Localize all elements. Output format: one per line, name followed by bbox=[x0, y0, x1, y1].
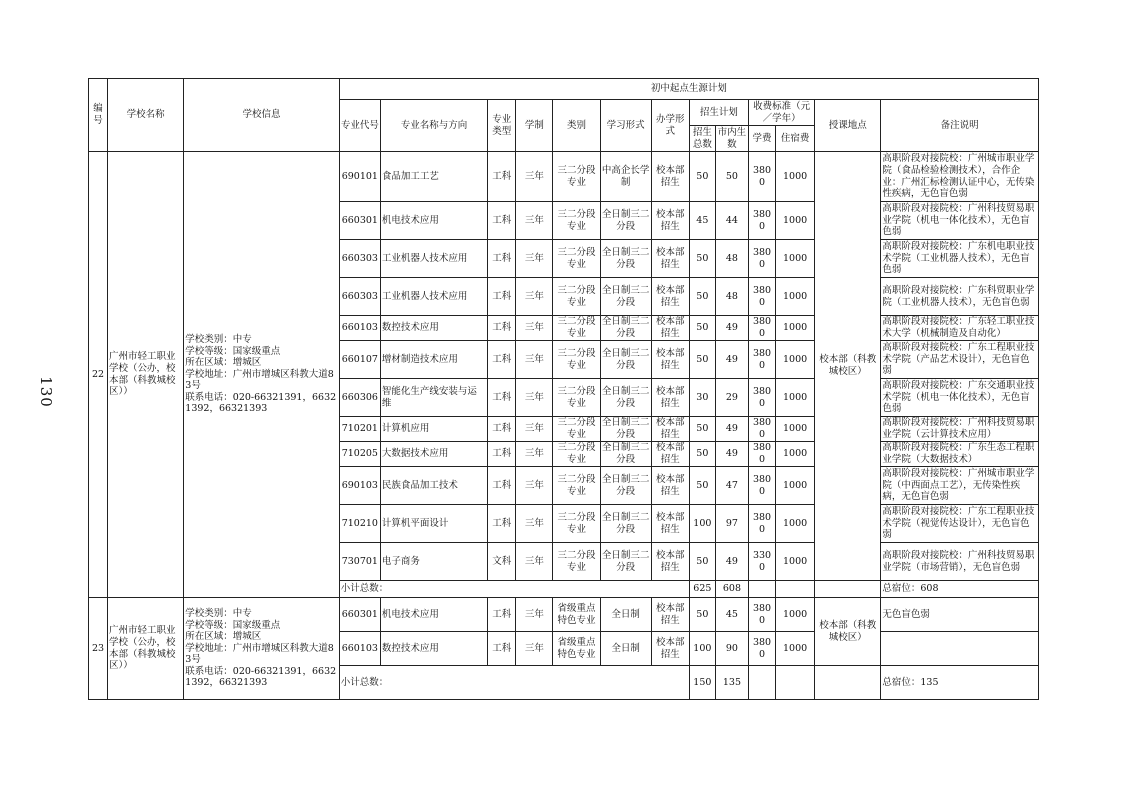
study-form: 全日制三二分段 bbox=[601, 417, 650, 440]
major-type: 工科 bbox=[488, 505, 516, 543]
school-info-line: 学校地址：广州市增城区科教大道83号 bbox=[185, 642, 334, 666]
study-form: 全日制三二分段 bbox=[601, 316, 650, 339]
header-fee-dorm: 住宿费 bbox=[776, 126, 815, 152]
run-form: 校本部招生 bbox=[651, 379, 689, 417]
teaching-location: 校本部（科教城校区） bbox=[815, 152, 881, 581]
remark: 高职阶段对接院校：广东科贸职业学院（工业机器人技术），无色盲色弱 bbox=[881, 278, 1039, 316]
fee-tuition: 3800 bbox=[748, 379, 775, 417]
subtotal-dorm-beds: 总宿位：608 bbox=[881, 581, 1039, 598]
fee-tuition: 3800 bbox=[748, 417, 775, 442]
enroll-city: 48 bbox=[715, 240, 748, 278]
enroll-total: 50 bbox=[689, 467, 715, 505]
fee-dorm: 1000 bbox=[776, 417, 815, 442]
fee-tuition: 3800 bbox=[748, 632, 775, 666]
fee-dorm: 1000 bbox=[776, 341, 815, 379]
study-form: 全日制三二分段 bbox=[600, 379, 651, 417]
duration: 三年 bbox=[516, 598, 553, 632]
run-form: 校本部招生 bbox=[651, 442, 689, 467]
run-form: 校本部招生 bbox=[651, 341, 689, 379]
fee-tuition: 3800 bbox=[748, 341, 775, 379]
major-code: 690101 bbox=[339, 152, 380, 202]
enroll-city: 47 bbox=[715, 467, 748, 505]
major-name: 大数据技术应用 bbox=[380, 442, 487, 467]
major-name: 智能化生产线安装与运维 bbox=[380, 379, 487, 417]
major-code: 660103 bbox=[339, 632, 380, 666]
major-type: 工科 bbox=[488, 442, 516, 467]
fee-tuition: 3800 bbox=[748, 442, 775, 467]
study-form: 全日制三二分段 bbox=[600, 505, 651, 543]
major-code: 710210 bbox=[339, 505, 380, 543]
major-type: 工科 bbox=[488, 632, 516, 666]
enroll-total: 45 bbox=[689, 202, 715, 240]
major-type: 工科 bbox=[488, 240, 516, 278]
run-form: 校本部招生 bbox=[651, 632, 689, 666]
header-fee: 收费标准（元／学年） bbox=[748, 100, 814, 126]
run-form: 校本部招生 bbox=[651, 240, 689, 278]
remark: 高职阶段对接院校：广东机电职业技术学院（工业机器人技术），无色盲色弱 bbox=[881, 240, 1039, 278]
school-info-line: 学校地址：广州市增城区科教大道83号 bbox=[185, 368, 334, 392]
remark: 高职阶段对接院校：广州科技贸易职业学院（市场营销），无色盲色弱 bbox=[881, 543, 1039, 581]
major-type: 工科 bbox=[488, 467, 516, 505]
duration: 三年 bbox=[516, 442, 553, 467]
major-code: 710201 bbox=[339, 417, 380, 442]
subtotal-city: 135 bbox=[715, 666, 748, 700]
remark bbox=[881, 632, 1039, 666]
table-row bbox=[89, 152, 1039, 202]
school-info-line: 联系电话：020-66321391，66321392，66321393 bbox=[185, 665, 337, 689]
category: 三二分段专业 bbox=[553, 202, 600, 240]
header-study-form: 学习形式 bbox=[600, 100, 651, 152]
fee-dorm: 1000 bbox=[776, 598, 815, 632]
enroll-city: 97 bbox=[715, 505, 748, 543]
school-name: 广州市轻工职业学校（公办，校本部（科教城校区）） bbox=[108, 598, 184, 700]
major-code: 660107 bbox=[339, 341, 380, 379]
fee-dorm: 1000 bbox=[776, 379, 815, 417]
page-number: 130 bbox=[36, 376, 55, 408]
header-plan-title: 初中起点生源计划 bbox=[339, 79, 1038, 100]
major-type: 工科 bbox=[488, 598, 516, 632]
subtotal-fee-empty bbox=[748, 666, 775, 700]
major-name: 食品加工工艺 bbox=[380, 152, 487, 202]
category: 三二分段专业 bbox=[553, 341, 600, 379]
major-type: 工科 bbox=[488, 417, 516, 442]
school-info-line: 学校类别：中专 bbox=[185, 607, 252, 619]
fee-tuition: 3800 bbox=[748, 598, 775, 632]
fee-tuition: 3800 bbox=[748, 505, 775, 543]
duration: 三年 bbox=[516, 278, 553, 316]
category: 省级重点特色专业 bbox=[553, 632, 600, 666]
run-form: 校本部招生 bbox=[651, 278, 689, 316]
major-code: 660301 bbox=[339, 202, 380, 240]
study-form: 全日制三二分段 bbox=[600, 240, 651, 278]
fee-tuition: 3300 bbox=[748, 543, 775, 581]
header-location: 授课地点 bbox=[815, 100, 881, 152]
major-code: 660303 bbox=[339, 240, 380, 278]
fee-dorm: 1000 bbox=[776, 152, 815, 202]
enrollment-plan-table bbox=[88, 78, 1039, 700]
school-name: 广州市轻工职业学校（公办，校本部（科教城校区）） bbox=[108, 152, 184, 598]
remark: 高职阶段对接院校：广州城市职业学院（中西面点工艺），无传染性疾病，无色盲色弱 bbox=[881, 467, 1039, 505]
category: 三二分段专业 bbox=[553, 152, 600, 202]
category: 三二分段专业 bbox=[553, 417, 600, 442]
run-form: 校本部招生 bbox=[651, 152, 689, 202]
fee-tuition: 3800 bbox=[748, 278, 775, 316]
category: 三二分段专业 bbox=[553, 505, 600, 543]
fee-tuition: 3800 bbox=[748, 240, 775, 278]
fee-tuition: 3800 bbox=[748, 202, 775, 240]
school-info bbox=[184, 598, 339, 700]
enroll-city: 48 bbox=[715, 278, 748, 316]
header-enroll-plan: 招生计划 bbox=[689, 100, 748, 126]
fee-tuition: 3800 bbox=[748, 316, 775, 341]
major-type: 工科 bbox=[488, 202, 516, 240]
enroll-total: 50 bbox=[689, 543, 715, 581]
major-name: 数控技术应用 bbox=[380, 632, 487, 666]
major-name: 数控技术应用 bbox=[380, 316, 487, 341]
subtotal-total: 625 bbox=[689, 581, 715, 598]
study-form: 全日制三二分段 bbox=[600, 543, 651, 581]
run-form: 校本部招生 bbox=[651, 316, 689, 341]
header-enroll-total: 招生总数 bbox=[689, 126, 715, 152]
fee-dorm: 1000 bbox=[776, 543, 815, 581]
major-code: 730701 bbox=[339, 543, 380, 581]
study-form: 全日制三二分段 bbox=[600, 278, 651, 316]
major-name: 工业机器人技术应用 bbox=[380, 240, 487, 278]
remark: 高职阶段对接院校：广州科技贸易职业学院（云计算技术应用） bbox=[881, 417, 1039, 442]
fee-dorm: 1000 bbox=[776, 632, 815, 666]
major-name: 民族食品加工技术 bbox=[380, 467, 487, 505]
duration: 三年 bbox=[516, 202, 553, 240]
subtotal-location-empty bbox=[815, 666, 881, 700]
study-form: 全日制三二分段 bbox=[600, 467, 651, 505]
subtotal-dorm-beds: 总宿位：135 bbox=[881, 666, 1039, 700]
major-type: 工科 bbox=[488, 379, 516, 417]
enroll-total: 50 bbox=[689, 598, 715, 632]
duration: 三年 bbox=[516, 467, 553, 505]
major-code: 660306 bbox=[339, 379, 380, 417]
major-name: 电子商务 bbox=[380, 543, 487, 581]
enroll-total: 30 bbox=[689, 379, 715, 417]
enroll-total: 50 bbox=[689, 278, 715, 316]
remark: 高职阶段对接院校：广东工程职业技术学院（产品艺术设计），无色盲色弱 bbox=[881, 341, 1039, 379]
duration: 三年 bbox=[516, 417, 553, 442]
category: 三二分段专业 bbox=[553, 278, 600, 316]
enroll-city: 45 bbox=[715, 598, 748, 632]
header-major-type: 专业类型 bbox=[488, 100, 516, 152]
remark: 高职阶段对接院校：广东工程职业技术学院（视觉传达设计），无色盲色弱 bbox=[881, 505, 1039, 543]
major-code: 710205 bbox=[339, 442, 380, 467]
major-code: 660303 bbox=[339, 278, 380, 316]
school-info-line: 联系电话：020-66321391，66321392，66321393 bbox=[185, 391, 337, 415]
enroll-total: 100 bbox=[689, 505, 715, 543]
major-name: 机电技术应用 bbox=[380, 598, 487, 632]
run-form: 校本部招生 bbox=[651, 417, 689, 442]
remark: 高职阶段对接院校：广东轻工职业技术大学（机械制造及自动化） bbox=[881, 316, 1039, 341]
school-info bbox=[184, 152, 339, 598]
duration: 三年 bbox=[516, 505, 553, 543]
remark: 高职阶段对接院校：广东交通职业技术学院（机电一体化技术），无色盲色弱 bbox=[881, 379, 1039, 417]
duration: 三年 bbox=[516, 341, 553, 379]
category: 省级重点特色专业 bbox=[553, 598, 600, 632]
school-info-line: 学校类别：中专 bbox=[185, 333, 252, 345]
enroll-city: 49 bbox=[715, 316, 748, 341]
header-duration: 学制 bbox=[516, 100, 553, 152]
enroll-city: 50 bbox=[715, 152, 748, 202]
subtotal-total: 150 bbox=[689, 666, 715, 700]
run-form: 校本部招生 bbox=[651, 505, 689, 543]
school-no: 23 bbox=[89, 598, 108, 700]
enroll-city: 90 bbox=[715, 632, 748, 666]
subtotal-dorm-empty bbox=[776, 581, 815, 598]
header-no: 编号 bbox=[89, 79, 108, 152]
enroll-total: 50 bbox=[689, 341, 715, 379]
fee-tuition: 3800 bbox=[748, 467, 775, 505]
header-remarks: 备注说明 bbox=[881, 100, 1039, 152]
header-info: 学校信息 bbox=[184, 79, 339, 152]
enroll-city: 49 bbox=[715, 543, 748, 581]
run-form: 校本部招生 bbox=[651, 467, 689, 505]
run-form: 校本部招生 bbox=[651, 598, 689, 632]
teaching-location: 校本部（科教城校区） bbox=[815, 598, 881, 666]
study-form: 全日制三二分段 bbox=[600, 341, 651, 379]
school-info-line: 学校等级：国家级重点 bbox=[185, 345, 281, 357]
header-school: 学校名称 bbox=[108, 79, 184, 152]
major-name: 计算机应用 bbox=[380, 417, 487, 442]
enroll-total: 50 bbox=[689, 316, 715, 341]
enroll-total: 50 bbox=[689, 442, 715, 467]
study-form: 全日制三二分段 bbox=[600, 202, 651, 240]
duration: 三年 bbox=[516, 316, 553, 341]
header-enroll-city: 市内生数 bbox=[715, 126, 748, 152]
fee-dorm: 1000 bbox=[776, 316, 815, 341]
table-body bbox=[89, 152, 1039, 700]
enroll-city: 49 bbox=[715, 442, 748, 467]
fee-dorm: 1000 bbox=[776, 442, 815, 467]
subtotal-fee-empty bbox=[748, 581, 775, 598]
study-form: 全日制三二分段 bbox=[601, 442, 650, 465]
enroll-city: 49 bbox=[715, 341, 748, 379]
study-form: 全日制 bbox=[600, 598, 651, 632]
study-form: 中高企长学制 bbox=[600, 152, 651, 202]
major-type: 工科 bbox=[488, 316, 516, 341]
run-form: 校本部招生 bbox=[651, 202, 689, 240]
study-form: 全日制 bbox=[600, 632, 651, 666]
category: 三二分段专业 bbox=[553, 240, 600, 278]
remark: 高职阶段对接院校：广州城市职业学院（食品检验检测技术），合作企业：广州汇标检测认证中心，无传染性疾病，无色盲色弱 bbox=[881, 152, 1039, 202]
school-no: 22 bbox=[89, 152, 108, 598]
duration: 三年 bbox=[516, 152, 553, 202]
fee-tuition: 3800 bbox=[748, 152, 775, 202]
remark: 无色盲色弱 bbox=[881, 598, 1039, 632]
enroll-city: 29 bbox=[715, 379, 748, 417]
header-major-name: 专业名称与方向 bbox=[380, 100, 487, 152]
header-fee-tuition: 学费 bbox=[748, 126, 775, 152]
run-form: 校本部招生 bbox=[651, 543, 689, 581]
fee-dorm: 1000 bbox=[776, 505, 815, 543]
category: 三二分段专业 bbox=[553, 316, 600, 341]
major-name: 机电技术应用 bbox=[380, 202, 487, 240]
major-name: 工业机器人技术应用 bbox=[380, 278, 487, 316]
category: 三二分段专业 bbox=[553, 442, 600, 467]
major-type: 文科 bbox=[488, 543, 516, 581]
enroll-total: 50 bbox=[689, 417, 715, 442]
subtotal-dorm-empty bbox=[776, 666, 815, 700]
fee-dorm: 1000 bbox=[776, 202, 815, 240]
category: 三二分段专业 bbox=[553, 379, 600, 417]
subtotal-label: 小计总数： bbox=[339, 666, 689, 700]
remark: 高职阶段对接院校：广州科技贸易职业学院（机电一体化技术），无色盲色弱 bbox=[881, 202, 1039, 240]
category: 三二分段专业 bbox=[553, 543, 600, 581]
fee-dorm: 1000 bbox=[776, 278, 815, 316]
duration: 三年 bbox=[516, 543, 553, 581]
duration: 三年 bbox=[516, 379, 553, 417]
duration: 三年 bbox=[516, 632, 553, 666]
enroll-total: 50 bbox=[689, 152, 715, 202]
header-run-form: 办学形式 bbox=[651, 100, 689, 152]
major-code: 690103 bbox=[339, 467, 380, 505]
major-type: 工科 bbox=[488, 341, 516, 379]
table-row bbox=[89, 598, 1039, 632]
fee-dorm: 1000 bbox=[776, 240, 815, 278]
major-type: 工科 bbox=[488, 278, 516, 316]
major-code: 660301 bbox=[339, 598, 380, 632]
enroll-total: 50 bbox=[689, 240, 715, 278]
subtotal-location-empty bbox=[815, 581, 881, 598]
major-type: 工科 bbox=[488, 152, 516, 202]
subtotal-city: 608 bbox=[715, 581, 748, 598]
header-major-code: 专业代号 bbox=[339, 100, 380, 152]
major-name: 增材制造技术应用 bbox=[380, 341, 487, 379]
subtotal-label: 小计总数： bbox=[339, 581, 689, 598]
category: 三二分段专业 bbox=[553, 467, 600, 505]
major-name: 计算机平面设计 bbox=[380, 505, 487, 543]
school-info-line: 所在区域：增城区 bbox=[185, 631, 262, 643]
enroll-total: 100 bbox=[689, 632, 715, 666]
school-info-line: 学校等级：国家级重点 bbox=[185, 619, 281, 631]
school-info-line: 所在区域：增城区 bbox=[185, 357, 262, 369]
duration: 三年 bbox=[516, 240, 553, 278]
fee-dorm: 1000 bbox=[776, 467, 815, 505]
enroll-city: 49 bbox=[715, 417, 748, 442]
header-category: 类别 bbox=[553, 100, 600, 152]
enroll-city: 44 bbox=[715, 202, 748, 240]
major-code: 660103 bbox=[339, 316, 380, 341]
remark: 高职阶段对接院校：广东生态工程职业学院（大数据技术） bbox=[881, 442, 1039, 467]
